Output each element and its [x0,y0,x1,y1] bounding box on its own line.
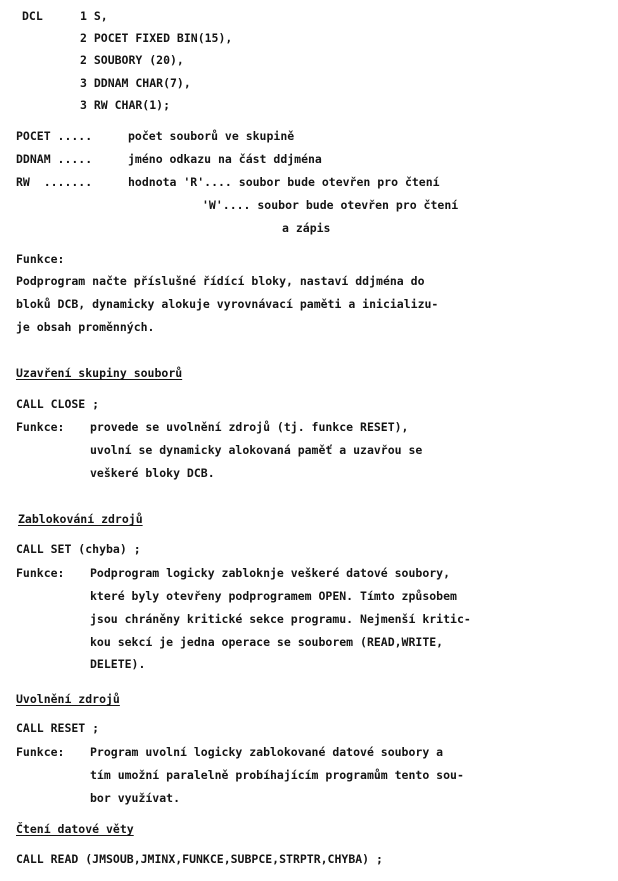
var-desc: počet souborů ve skupině [128,129,295,143]
section-heading: Zablokování zdrojů [18,512,143,526]
intro-label: Funkce: [16,252,65,266]
var-desc-continued: a zápis [282,221,331,235]
var-desc-continued: 'W'.... soubor bude otevřen pro čtení [202,198,459,212]
dcl-line: 3 RW CHAR(1); [80,98,171,112]
var-name: RW ....... [16,175,93,189]
function-line: Program uvolní logicky zablokované datové soubory a [90,745,444,759]
section-heading: Uvolnění zdrojů [16,692,120,706]
function-line: provede se uvolnění zdrojů (tj. funkce RESET), [90,420,409,434]
function-label: Funkce: [16,745,65,759]
function-label: Funkce: [16,566,65,580]
function-line: kou sekcí je jedna operace se souborem (READ,WRITE, [90,635,444,649]
intro-line: je obsah proměnných. [16,320,155,334]
call-statement: CALL CLOSE ; [16,397,100,411]
function-line: tím umožní paralelně probíhajícím programům tento sou- [90,768,464,782]
dcl-keyword: DCL [22,9,43,23]
var-desc: hodnota 'R'.... soubor bude otevřen pro čtení [128,175,440,189]
function-label: Funkce: [16,420,65,434]
section-heading: Uzavření skupiny souborů [16,366,183,380]
dcl-line: 2 SOUBORY (20), [80,53,184,67]
function-line: DELETE). [90,657,146,671]
call-statement: CALL READ (JMSOUB,JMINX,FUNKCE,SUBPCE,STRPTR,CHYBA) ; [16,852,383,866]
var-desc: jméno odkazu na část ddjména [128,152,322,166]
function-line: veškeré bloky DCB. [90,466,215,480]
function-line: bor využívat. [90,791,181,805]
function-line: které byly otevřeny podprogramem OPEN. Tímto způsobem [90,589,457,603]
var-name: DDNAM ..... [16,152,93,166]
function-line: jsou chráněny kritické sekce programu. Nejmenší kritic- [90,612,471,626]
function-line: uvolní se dynamicky alokovaná paměť a uzavřou se [90,443,423,457]
dcl-line: 2 POCET FIXED BIN(15), [80,31,233,45]
var-name: POCET ..... [16,129,93,143]
intro-line: bloků DCB, dynamicky alokuje vyrovnávací paměti a inicializu- [16,297,439,311]
function-line: Podprogram logicky zabloknje veškeré datové soubory, [90,566,451,580]
call-statement: CALL RESET ; [16,721,100,735]
dcl-line: 3 DDNAM CHAR(7), [80,76,191,90]
intro-line: Podprogram načte příslušné řídící bloky, nastaví ddjména do [16,274,425,288]
call-statement: CALL SET (chyba) ; [16,542,141,556]
dcl-line: 1 S, [80,9,108,23]
section-heading: Čtení datové věty [16,822,134,836]
